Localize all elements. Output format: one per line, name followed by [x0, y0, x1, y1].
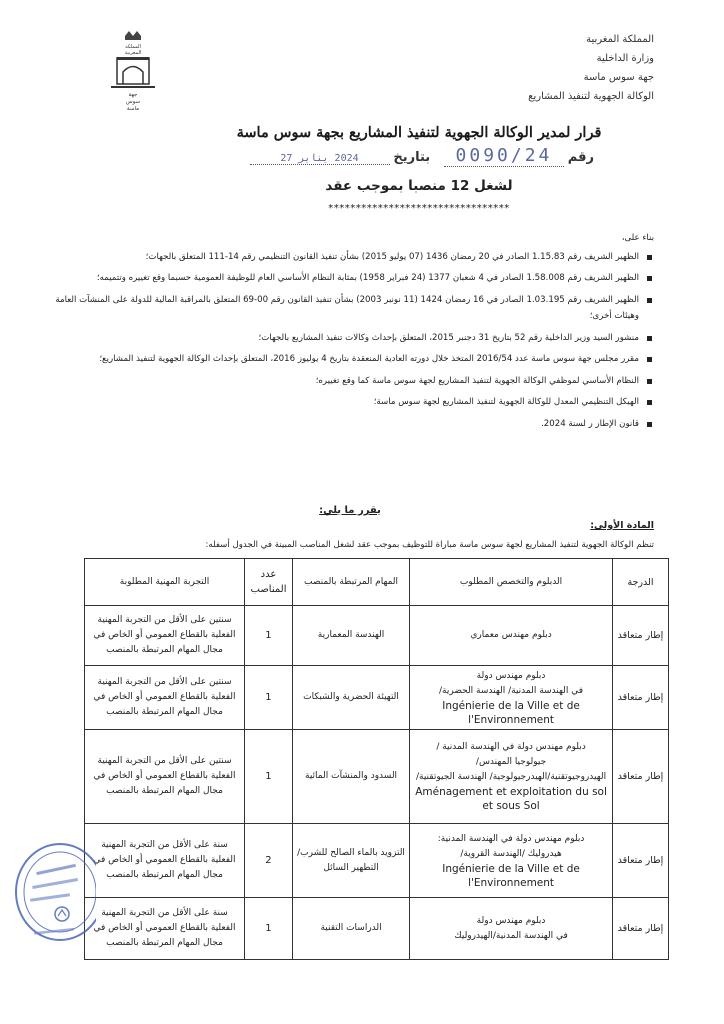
cell-tasks: السدود والمنشآت المائية: [292, 730, 409, 824]
clause-item: مقرر مجلس جهة سوس ماسة عدد 2016/54 المتخذ خلال دورته العادية المنعقدة بتاريخ 4 يوليوز 2016، المتعلق بإحداث الوكالة الجهوية لتنفيذ المشاريع؛: [54, 351, 654, 368]
diploma-line: دبلوم مهندس معماري: [470, 630, 552, 640]
cell-grade: إطار متعاقد: [612, 898, 668, 960]
cell-count: 1: [245, 606, 293, 666]
stars-separator: *********************************: [328, 203, 510, 214]
preamble: [54, 230, 654, 437]
header-count: عدد المناصب: [245, 559, 293, 606]
cell-tasks: التهيئة الحضرية والشبكات: [292, 666, 409, 730]
clause-item: قانون الإطار ر لسنة 2024.: [54, 416, 654, 433]
number-field: [444, 145, 564, 167]
cell-tasks: الدراسات التقنية: [292, 898, 409, 960]
diploma-latin: Ingénierie de la Ville et de l'Environnement: [442, 862, 580, 889]
header-experience: التجربة المهنية المطلوبة: [85, 559, 245, 606]
diploma-line: جيولوجيا المهندس/: [475, 757, 547, 767]
cell-diploma: [410, 824, 613, 898]
date-field: [250, 150, 390, 165]
number-value: 0090/24: [455, 145, 553, 166]
cell-diploma: [410, 666, 613, 730]
diploma-line: دبلوم مهندس دولة: [476, 670, 546, 681]
cell-count: 1: [245, 898, 293, 960]
table-row: [85, 666, 669, 730]
cell-experience: سنتين على الأقل من التجربة المهنية الفعلية بالقطاع العمومي أو الخاص في مجال المهام المرتبطة بالمنصب: [85, 730, 245, 824]
article-title: المادة الأولى:: [590, 520, 654, 531]
decided-label: يقرر ما يلي:: [319, 505, 381, 516]
cell-experience: سنتين على الأقل من التجربة المهنية الفعلية بالقطاع العمومي أو الخاص في مجال المهام المرتبطة بالمنصب: [85, 666, 245, 730]
table-row: [85, 730, 669, 824]
logo-text-moroccan: المغربية: [124, 50, 142, 56]
header-diploma: الدبلوم والتخصص المطلوب: [410, 559, 613, 606]
clause-item: الهيكل التنظيمي المعدل للوكالة الجهوية لتنفيذ المشاريع لجهة سوس ماسة؛: [54, 394, 654, 411]
number-label: رقم: [567, 150, 594, 165]
cell-grade: إطار متعاقد: [612, 666, 668, 730]
diploma-line: الهيدروجيوتقنية/الهيدرجيولوجية/ الهندسة الجيوتقنية/: [415, 772, 607, 782]
clause-item: الظهير الشريف رقم 1.15.83 الصادر في 20 رمضان 1436 (07 يوليو 2015) بشأن تنفيذ القانون التنظيمي رقم 14-111 المتعلق بالجهات؛: [54, 249, 654, 266]
diploma-line: هيدروليك /الهندسة القروية/: [460, 848, 562, 859]
table-row: [85, 606, 669, 666]
region-logo: [103, 30, 163, 112]
table-header-row: [85, 559, 669, 606]
positions-table: [84, 558, 669, 960]
table-row: [85, 898, 669, 960]
cell-tasks: الهندسة المعمارية: [292, 606, 409, 666]
table-row: [85, 824, 669, 898]
diploma-line: في الهندسة المدنية/الهيدروليك: [454, 930, 568, 941]
logo-text-souss: سوس: [125, 99, 141, 105]
diploma-line: في الهندسة المدنية/ الهندسة الحضرية/: [439, 685, 584, 696]
decision-title: قرار لمدير الوكالة الجهوية لتنفيذ المشاريع بجهة سوس ماسة: [236, 124, 602, 141]
cell-count: 1: [245, 666, 293, 730]
cell-diploma: [410, 898, 613, 960]
clauses-list: [54, 249, 654, 433]
based-on-label: بناء على،: [621, 233, 654, 243]
official-stamp: [10, 838, 96, 950]
decision-subtitle: لشغل 12 منصبا بموجب عقد: [325, 178, 513, 194]
diploma-line: دبلوم مهندس دولة: [476, 915, 546, 926]
article-text: تنظم الوكالة الجهوية لتنفيذ المشاريع لجهة سوس ماسة مباراة للتوظيف بموجب عقد لشغل المناصب المبينة في الجدول أسفله:: [205, 540, 654, 550]
cell-experience: سنة على الأقل من التجربة المهنية الفعلية بالقطاع العمومي أو الخاص في مجال المهام المرتبطة بالمنصب: [85, 824, 245, 898]
org-line-ministry: وزارة الداخلية: [596, 53, 654, 64]
org-line-kingdom: المملكة المغربية: [586, 34, 654, 45]
diploma-latin: Ingénierie de la Ville et de l'Environnement: [442, 699, 580, 726]
cell-diploma: [410, 730, 613, 824]
cell-grade: إطار متعاقد: [612, 606, 668, 666]
diploma-line: دبلوم مهندس دولة في الهندسة المدنية:: [437, 833, 585, 844]
cell-grade: إطار متعاقد: [612, 730, 668, 824]
cell-grade: إطار متعاقد: [612, 824, 668, 898]
cell-tasks: التزويد بالماء الصالح للشرب/ التطهير السائل: [292, 824, 409, 898]
cell-count: 1: [245, 730, 293, 824]
logo-text-region: جهة: [128, 92, 138, 98]
date-value: 2024 يناير 27: [280, 153, 359, 164]
cell-diploma: [410, 606, 613, 666]
cell-experience: سنة على الأقل من التجربة المهنية الفعلية بالقطاع العمومي أو الخاص في مجال المهام المرتبطة بالمنصب: [85, 898, 245, 960]
date-label: بتاريخ: [393, 150, 431, 165]
org-line-agency: الوكالة الجهوية لتنفيذ المشاريع: [528, 91, 654, 102]
org-line-region: جهة سوس ماسة: [583, 72, 654, 83]
clause-item: الظهير الشريف رقم 1.58.008 الصادر في 4 شعبان 1377 (24 فبراير 1958) بمثابة النظام الأساسي العام للوظيفة العمومية حسبما وقع تغييره وتتميمه؛: [54, 270, 654, 287]
diploma-line: دبلوم مهندس دولة في الهندسة المدنية /: [436, 742, 586, 752]
cell-count: 2: [245, 824, 293, 898]
decision-number-date: [144, 145, 594, 171]
diploma-latin: Aménagement et exploitation du sol et sous Sol: [415, 786, 607, 812]
logo-text-kingdom: المملكة: [125, 44, 141, 50]
header-tasks: المهام المرتبطة بالمنصب: [292, 559, 409, 606]
header-grade: الدرجة: [612, 559, 668, 606]
clause-item: الظهير الشريف رقم 1.03.195 الصادر في 16 رمضان 1424 (11 نونبر 2003) بشأن تنفيذ القانون رقم 00-69 المتعلق بالمراقبة المالية للدولة على المنشآت العامة وهيئات أخرى؛: [54, 292, 654, 325]
clause-item: منشور السيد وزير الداخلية رقم 52 بتاريخ 31 دجنبر 2015، المتعلق بإحداث وكالات تنفيذ المشاريع بالجهات؛: [54, 330, 654, 347]
cell-experience: سنتين على الأقل من التجربة المهنية الفعلية بالقطاع العمومي أو الخاص في مجال المهام المرتبطة بالمنصب: [85, 606, 245, 666]
header-org-block: [494, 30, 654, 106]
logo-text-massa: ماسة: [126, 106, 140, 112]
clause-item: النظام الأساسي لموظفي الوكالة الجهوية لتنفيذ المشاريع لجهة سوس ماسة كما وقع تغييره؛: [54, 373, 654, 390]
